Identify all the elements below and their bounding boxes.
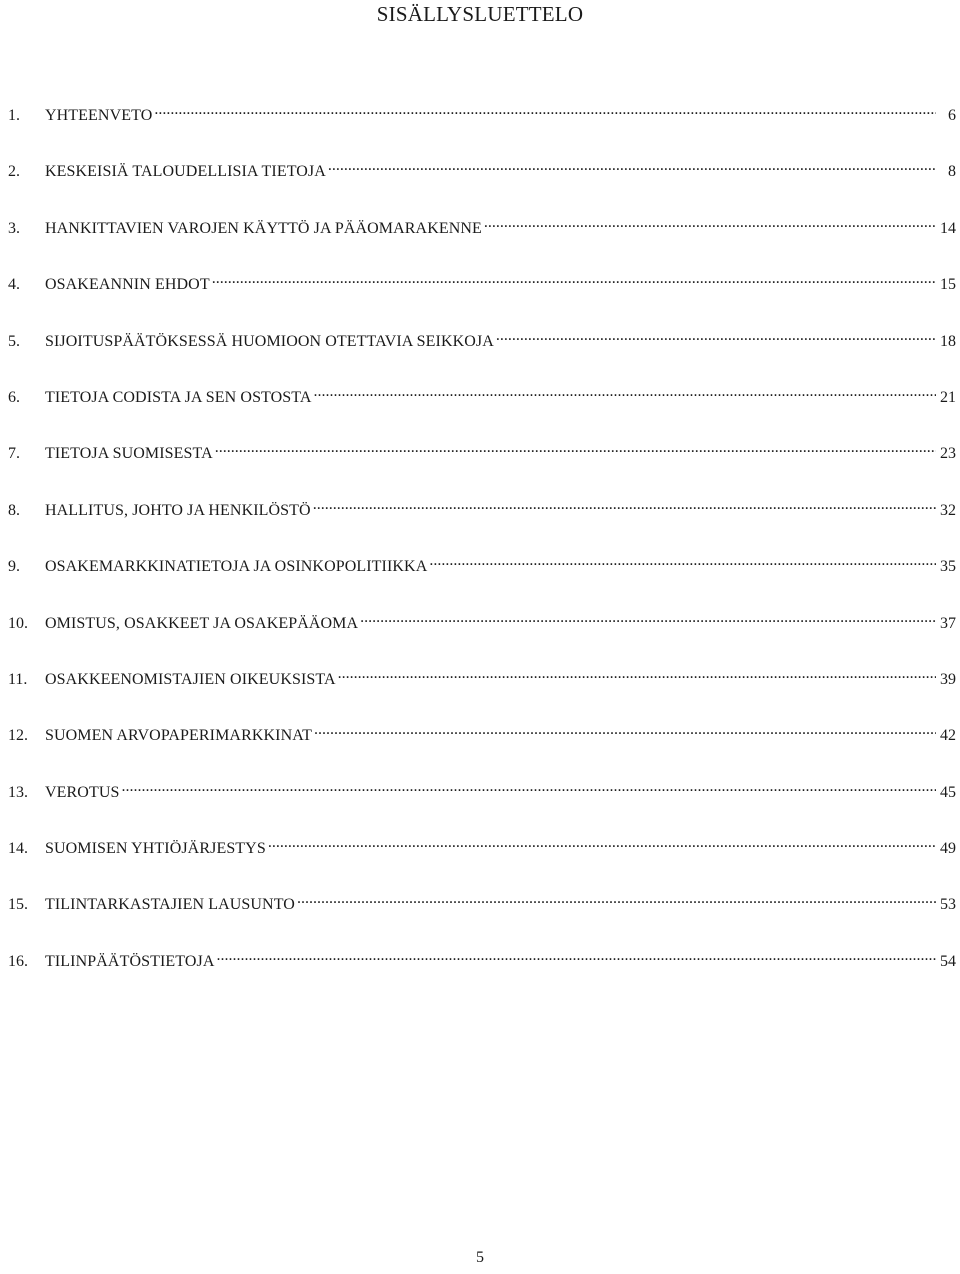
toc-entry-number: 2. — [8, 163, 20, 181]
toc-entry-page: 6 — [948, 107, 956, 124]
toc-entry-11[interactable] — [8, 664, 956, 720]
toc-entry-13[interactable] — [8, 777, 956, 833]
toc-entry-number: 3. — [8, 219, 20, 237]
toc-entry-number: 12. — [8, 727, 28, 745]
toc-entry-3[interactable] — [8, 213, 956, 269]
dot-leader — [297, 889, 936, 909]
toc-entry-2[interactable] — [8, 156, 956, 212]
toc-entry-14[interactable] — [8, 833, 956, 889]
toc-entry-page: 8 — [948, 163, 956, 181]
toc-entry-label[interactable]: TIETOJA SUOMISESTA — [45, 445, 213, 463]
toc-entry-number: 4. — [8, 276, 20, 294]
dot-leader — [314, 382, 936, 402]
toc-entry-number: 14. — [8, 840, 28, 858]
toc-entry-9[interactable] — [8, 551, 956, 607]
table-of-contents — [8, 100, 956, 1002]
toc-entry-label[interactable]: VEROTUS — [45, 783, 120, 801]
toc-entry-12[interactable] — [8, 720, 956, 776]
page-number: 5 — [476, 1249, 484, 1266]
toc-entry-label[interactable]: TILINTARKASTAJIEN LAUSUNTO — [45, 896, 295, 914]
toc-entry-number: 9. — [8, 558, 20, 576]
toc-entry-label[interactable]: YHTEENVETO — [45, 107, 153, 124]
dot-leader — [429, 551, 936, 571]
toc-entry-label[interactable]: OMISTUS, OSAKKEET JA OSAKEPÄÄOMA — [45, 614, 359, 632]
page-title: SISÄLLYSLUETTELO — [376, 2, 584, 26]
toc-entry-15[interactable] — [8, 889, 956, 945]
toc-entry-label[interactable]: SUOMISEN YHTIÖJÄRJESTYS — [45, 840, 266, 858]
dot-leader — [268, 833, 936, 853]
toc-entry-7[interactable] — [8, 438, 956, 494]
toc-entry-1[interactable] — [8, 100, 956, 156]
dot-leader — [484, 213, 936, 233]
toc-entry-label[interactable]: OSAKKEENOMISTAJIEN OIKEUKSISTA — [45, 670, 336, 688]
toc-entry-number: 7. — [8, 445, 20, 463]
toc-entry-number: 1. — [8, 107, 20, 124]
toc-entry-number: 16. — [8, 952, 28, 970]
toc-entry-4[interactable] — [8, 269, 956, 325]
dot-leader — [121, 777, 936, 797]
dot-leader — [154, 100, 936, 120]
dot-leader — [215, 438, 936, 458]
toc-entry-label[interactable]: TILINPÄÄTÖSTIETOJA — [45, 952, 215, 970]
toc-entry-page: 54 — [940, 952, 956, 970]
toc-entry-label[interactable]: HALLITUS, JOHTO JA HENKILÖSTÖ — [45, 501, 311, 519]
dot-leader — [496, 326, 936, 346]
toc-entry-6[interactable] — [8, 382, 956, 438]
toc-entry-label[interactable]: SIJOITUSPÄÄTÖKSESSÄ HUOMIOON OTETTAVIA SEIKKOJA — [45, 332, 494, 350]
toc-entry-number: 6. — [8, 388, 20, 406]
dot-leader — [314, 720, 936, 740]
toc-entry-page: 53 — [940, 896, 956, 914]
toc-entry-label[interactable]: OSAKEANNIN EHDOT — [45, 276, 210, 294]
toc-entry-page: 45 — [940, 783, 956, 801]
toc-entry-number: 15. — [8, 896, 28, 914]
toc-entry-label[interactable]: TIETOJA CODISTA JA SEN OSTOSTA — [45, 388, 312, 406]
toc-entry-number: 5. — [8, 332, 20, 350]
toc-entry-number: 8. — [8, 501, 20, 519]
toc-entry-16[interactable] — [8, 946, 956, 1002]
toc-entry-page: 37 — [940, 614, 956, 632]
toc-entry-10[interactable] — [8, 608, 956, 664]
toc-entry-number: 10. — [8, 614, 28, 632]
toc-entry-8[interactable] — [8, 495, 956, 551]
toc-entry-page: 14 — [940, 219, 956, 237]
toc-entry-page: 21 — [940, 388, 956, 406]
toc-entry-page: 23 — [940, 445, 956, 463]
dot-leader — [212, 269, 936, 289]
dot-leader — [328, 156, 936, 176]
toc-entry-label[interactable]: KESKEISIÄ TALOUDELLISIA TIETOJA — [45, 163, 326, 181]
dot-leader — [313, 495, 936, 515]
toc-entry-label[interactable]: HANKITTAVIEN VAROJEN KÄYTTÖ JA PÄÄOMARAKENNE — [45, 219, 482, 237]
dot-leader — [360, 608, 936, 628]
toc-entry-page: 39 — [940, 670, 956, 688]
toc-entry-page: 35 — [940, 558, 956, 576]
toc-entry-number: 11. — [8, 670, 28, 688]
toc-entry-number: 13. — [8, 783, 28, 801]
toc-entry-page: 42 — [940, 727, 956, 745]
dot-leader — [338, 664, 936, 684]
toc-entry-5[interactable] — [8, 326, 956, 382]
dot-leader — [217, 946, 937, 966]
toc-entry-label[interactable]: OSAKEMARKKINATIETOJA JA OSINKOPOLITIIKKA — [45, 558, 428, 576]
toc-entry-page: 15 — [940, 276, 956, 294]
toc-entry-page: 49 — [940, 840, 956, 858]
toc-entry-page: 18 — [940, 332, 956, 350]
toc-entry-page: 32 — [940, 501, 956, 519]
toc-entry-label[interactable]: SUOMEN ARVOPAPERIMARKKINAT — [45, 727, 312, 745]
